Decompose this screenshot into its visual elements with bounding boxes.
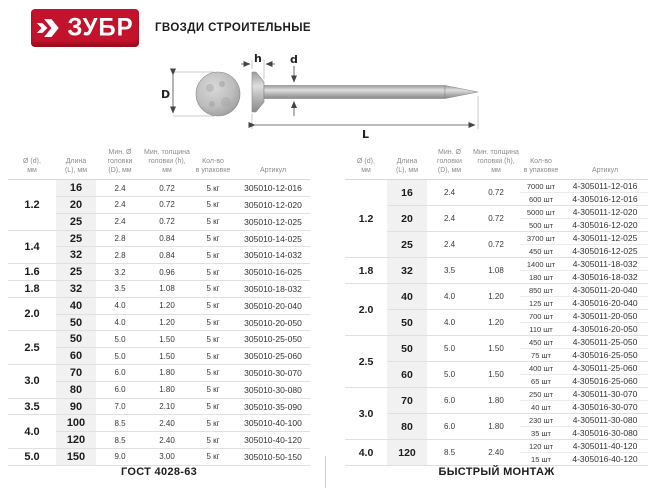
- pack-qty-cell: 5 кг: [190, 348, 236, 365]
- header-line-2: мм: [361, 167, 371, 175]
- spec-row: [345, 232, 648, 245]
- length-cell: 120: [56, 432, 96, 449]
- nail-head-front-view: [196, 72, 240, 116]
- head-diameter-cell: 5.0: [427, 336, 472, 362]
- header-line-1: Артикул: [591, 167, 619, 175]
- pack-qty-cell: 5000 шт: [520, 206, 562, 219]
- head-thickness-cell: 1.20: [144, 297, 190, 314]
- sku-cell: 305010-25-060: [236, 348, 310, 365]
- head-diameter-cell: 2.4: [427, 232, 472, 258]
- head-diameter-cell: 6.0: [427, 414, 472, 440]
- length-cell: 150: [56, 449, 96, 466]
- length-cell: 20: [56, 197, 96, 214]
- sku-cell: 4-305011-25-060: [562, 362, 648, 375]
- head-thickness-cell: 1.50: [472, 336, 520, 362]
- sku-cell: 4-305011-12-020: [562, 206, 648, 219]
- length-cell: 120: [387, 440, 427, 466]
- header-line-1: Ø (d),: [357, 158, 375, 166]
- column-header: [96, 146, 144, 180]
- pack-qty-cell: 5 кг: [190, 230, 236, 247]
- length-cell: 50: [56, 331, 96, 348]
- length-cell: 60: [387, 362, 427, 388]
- length-cell: 16: [387, 180, 427, 206]
- pack-qty-cell: 5 кг: [190, 281, 236, 298]
- head-diameter-cell: 2.4: [96, 213, 144, 230]
- pack-qty-cell: 120 шт: [520, 440, 562, 453]
- length-cell: 90: [56, 398, 96, 415]
- spec-row: [8, 398, 310, 415]
- head-thickness-cell: 1.08: [472, 258, 520, 284]
- head-thickness-cell: 1.20: [472, 284, 520, 310]
- sku-cell: 305010-12-020: [236, 197, 310, 214]
- pack-qty-cell: 75 шт: [520, 349, 562, 362]
- pack-qty-cell: 5 кг: [190, 415, 236, 432]
- sku-cell: 305010-35-090: [236, 398, 310, 415]
- sku-cell: 4-305011-25-050: [562, 336, 648, 349]
- length-cell: 40: [56, 297, 96, 314]
- spec-row: [8, 297, 310, 314]
- head-diameter-cell: 2.8: [96, 247, 144, 264]
- sku-cell: 4-305016-12-025: [562, 245, 648, 258]
- sku-cell: 4-305016-30-070: [562, 401, 648, 414]
- sku-cell: 305010-20-040: [236, 297, 310, 314]
- head-diameter-cell: 3.5: [96, 281, 144, 298]
- head-thickness-cell: 0.72: [472, 206, 520, 232]
- head-diameter-cell: 3.2: [96, 264, 144, 281]
- head-thickness-cell: 0.72: [159, 183, 175, 193]
- head-thickness-cell: 0.96: [144, 264, 190, 281]
- head-thickness-cell: 1.08: [144, 281, 190, 298]
- head-diameter-cell: 5.0: [96, 348, 144, 365]
- header-line-2: головки (h), мм: [148, 158, 186, 175]
- pack-qty-cell: 5 кг: [190, 247, 236, 264]
- head-thickness-cell: 1.80: [144, 365, 190, 382]
- sku-cell: 4-305011-40-120: [562, 440, 648, 453]
- pack-qty-cell: 450 шт: [520, 245, 562, 258]
- head-diameter-cell: 8.5: [96, 415, 144, 432]
- diameter-cell: 2.5: [8, 331, 56, 365]
- head-diameter-cell: 8.5: [427, 440, 472, 466]
- pack-qty-cell: 850 шт: [520, 284, 562, 297]
- diameter-cell: 4.0: [8, 415, 56, 449]
- pack-qty-cell: 5 кг: [190, 432, 236, 449]
- zubr-logo: [31, 9, 139, 47]
- spec-row: [8, 415, 310, 432]
- header-line-2: (L), мм: [64, 167, 88, 175]
- pack-qty-cell: 5 кг: [190, 381, 236, 398]
- header-line-2: мм: [27, 167, 37, 175]
- pack-qty-cell: 5 кг: [190, 331, 236, 348]
- sku-cell: 305010-12-016: [244, 183, 302, 194]
- spec-row: [8, 230, 310, 247]
- head-thickness-cell: 1.20: [472, 310, 520, 336]
- head-diameter-cell: 6.0: [96, 381, 144, 398]
- pack-qty-cell: 5 кг: [190, 213, 236, 230]
- label-D: D: [161, 88, 171, 101]
- table-header: [8, 146, 310, 180]
- spec-row: [345, 180, 648, 193]
- gost-spec-table: [8, 146, 310, 466]
- length-cell: 50: [387, 336, 427, 362]
- head-thickness-cell: 0.72: [488, 188, 504, 198]
- length-cell: 32: [387, 258, 427, 284]
- column-header: [345, 146, 387, 180]
- diameter-cell: 1.8: [8, 281, 56, 298]
- head-diameter-cell: 7.0: [96, 398, 144, 415]
- length-cell: 16: [56, 180, 96, 197]
- brand-name: ЗУБР: [67, 13, 134, 42]
- spec-row: [345, 362, 648, 375]
- pack-qty-cell: 5 кг: [190, 197, 236, 214]
- nail-dimension-diagram: [160, 52, 490, 142]
- sku-cell: 305010-25-050: [236, 331, 310, 348]
- length-cell: 100: [56, 415, 96, 432]
- sku-cell: 4-305011-12-025: [562, 232, 648, 245]
- pack-qty-cell: 5 кг: [190, 297, 236, 314]
- length-cell: 25: [56, 213, 96, 230]
- sku-cell: 4-305016-25-050: [562, 349, 648, 362]
- label-h: h: [254, 52, 262, 65]
- head-diameter-cell: 4.0: [96, 314, 144, 331]
- column-header: [144, 146, 190, 180]
- table-body: [8, 180, 310, 466]
- head-thickness-cell: 0.72: [144, 213, 190, 230]
- diameter-cell: 1.2: [24, 198, 40, 211]
- sku-cell: 4-305011-30-080: [562, 414, 648, 427]
- column-header: [427, 146, 472, 180]
- length-cell: 32: [56, 247, 96, 264]
- head-diameter-cell: 5.0: [427, 362, 472, 388]
- pack-qty-cell: 15 шт: [520, 453, 562, 466]
- nail-side-view: [252, 72, 478, 112]
- head-thickness-cell: 1.50: [144, 348, 190, 365]
- column-header: [387, 146, 427, 180]
- head-thickness-cell: 0.84: [144, 247, 190, 264]
- length-cell: 80: [387, 414, 427, 440]
- header-row: [345, 146, 648, 180]
- page-title: ГВОЗДИ СТРОИТЕЛЬНЫЕ: [155, 22, 311, 34]
- spec-row: [8, 281, 310, 298]
- sku-cell: 305010-30-070: [236, 365, 310, 382]
- sku-cell: 4-305011-20-050: [562, 310, 648, 323]
- head-thickness-cell: 3.00: [144, 449, 190, 466]
- head-diameter-cell: 8.5: [96, 432, 144, 449]
- head-diameter-cell: 2.4: [443, 188, 456, 198]
- sku-cell: 4-305016-12-020: [562, 219, 648, 232]
- head-thickness-cell: 1.50: [472, 362, 520, 388]
- spec-row: [8, 365, 310, 382]
- column-header: [190, 146, 236, 180]
- head-thickness-cell: 0.72: [472, 232, 520, 258]
- pack-qty-cell: 5 кг: [190, 264, 236, 281]
- pack-qty-cell: 450 шт: [520, 336, 562, 349]
- head-diameter-cell: 2.4: [96, 197, 144, 214]
- header-line-2: (L), мм: [395, 167, 419, 175]
- pack-qty-cell: 40 шт: [520, 401, 562, 414]
- pack-qty-cell: 3700 шт: [520, 232, 562, 245]
- column-header: [562, 146, 648, 180]
- header-line-2: (D), мм: [437, 167, 462, 175]
- head-thickness-cell: 1.80: [144, 381, 190, 398]
- length-cell: 80: [56, 381, 96, 398]
- length-cell: 50: [387, 310, 427, 336]
- pack-qty-cell: 5 кг: [190, 398, 236, 415]
- sku-cell: 4-305016-40-120: [562, 453, 648, 466]
- gost-table-container: [8, 146, 310, 466]
- head-thickness-cell: 1.20: [144, 314, 190, 331]
- header-line-1: Артикул: [259, 167, 287, 175]
- diameter-cell: 2.0: [8, 297, 56, 331]
- header-line-1: Длина: [396, 158, 418, 166]
- spec-row: [345, 310, 648, 323]
- diameter-cell: 3.5: [8, 398, 56, 415]
- head-diameter-cell: 2.8: [96, 230, 144, 247]
- label-d: d: [290, 53, 298, 66]
- spec-row: [345, 440, 648, 453]
- sku-cell: 305010-18-032: [236, 281, 310, 298]
- pack-qty-cell: 5 кг: [190, 314, 236, 331]
- sku-cell: 4-305011-20-040: [562, 284, 648, 297]
- pack-qty-cell: 1400 шт: [520, 258, 562, 271]
- sku-cell: 305010-40-120: [236, 432, 310, 449]
- sku-cell: 4-305016-30-080: [562, 427, 648, 440]
- quick-mount-label: БЫСТРЫЙ МОНТАЖ: [438, 466, 555, 478]
- head-diameter-cell: 3.5: [427, 258, 472, 284]
- column-header: [472, 146, 520, 180]
- sku-cell: 305010-16-025: [236, 264, 310, 281]
- pack-qty-cell: 230 шт: [520, 414, 562, 427]
- head-diameter-cell: 4.0: [427, 284, 472, 310]
- column-header: [236, 146, 310, 180]
- footer-divider: [325, 456, 326, 488]
- header-line-1: Кол-во: [202, 158, 224, 166]
- spec-row: [345, 284, 648, 297]
- pack-qty-cell: 250 шт: [520, 388, 562, 401]
- header-line-1: Мин. толщина: [144, 149, 190, 156]
- header-line-1: Мин. Ø головки: [107, 149, 133, 166]
- spec-row: [345, 414, 648, 427]
- head-diameter-cell: 5.0: [96, 331, 144, 348]
- sku-cell: 305010-14-025: [236, 230, 310, 247]
- length-cell: 32: [56, 281, 96, 298]
- diameter-cell: 2.0: [345, 284, 387, 336]
- diameter-cell: 3.0: [345, 388, 387, 440]
- pack-qty-cell: 600 шт: [520, 193, 562, 206]
- sku-cell: 4-305011-18-032: [562, 258, 648, 271]
- pack-qty-cell: 7000 шт: [526, 181, 556, 191]
- head-thickness-cell: 2.40: [472, 440, 520, 466]
- header-line-1: Кол-во: [530, 158, 552, 166]
- header-line-2: (D), мм: [108, 167, 132, 175]
- header-line-2: в упаковке: [195, 167, 231, 175]
- quick-mount-table-container: [345, 146, 648, 466]
- pack-qty-cell: 180 шт: [520, 271, 562, 284]
- header-line-1: Мин. Ø головки: [437, 149, 462, 166]
- head-thickness-cell: 2.40: [144, 432, 190, 449]
- pack-qty-cell: 5 кг: [190, 365, 236, 382]
- spec-row: [345, 206, 648, 219]
- head-diameter-cell: 6.0: [427, 388, 472, 414]
- sku-cell: 305010-50-150: [236, 449, 310, 466]
- sku-cell: 4-305016-12-016: [562, 193, 648, 206]
- length-cell: 25: [387, 232, 427, 258]
- length-cell: 20: [387, 206, 427, 232]
- head-diameter-cell: 6.0: [96, 365, 144, 382]
- spec-row: [8, 449, 310, 466]
- header-line-2: головки (h), мм: [477, 158, 515, 175]
- quick-mount-spec-table: [345, 146, 648, 466]
- sku-cell: 305010-14-032: [236, 247, 310, 264]
- table-body: [345, 180, 648, 466]
- header-row: [8, 146, 310, 180]
- head-thickness-cell: 0.84: [144, 230, 190, 247]
- sku-cell: 305010-20-050: [236, 314, 310, 331]
- length-cell: 25: [56, 264, 96, 281]
- head-thickness-cell: 1.50: [144, 331, 190, 348]
- diameter-cell: 1.8: [345, 258, 387, 284]
- sku-cell: 4-305011-12-016: [572, 181, 638, 192]
- sku-cell: 4-305016-25-060: [562, 375, 648, 388]
- pack-qty-cell: 500 шт: [520, 219, 562, 232]
- length-cell: 70: [56, 365, 96, 382]
- label-L: L: [362, 128, 370, 141]
- sku-cell: 4-305016-20-050: [562, 323, 648, 336]
- header-line-1: Длина: [65, 158, 87, 166]
- header-line-1: Мин. толщина: [473, 149, 519, 156]
- diameter-cell: 2.5: [345, 336, 387, 388]
- sku-cell: 4-305011-30-070: [562, 388, 648, 401]
- diameter-cell: 3.0: [8, 365, 56, 399]
- sku-cell: 305010-30-080: [236, 381, 310, 398]
- head-diameter-cell: 2.4: [427, 206, 472, 232]
- length-cell: 25: [56, 230, 96, 247]
- header-line-2: в упаковке: [523, 167, 559, 175]
- head-diameter-cell: 4.0: [427, 310, 472, 336]
- head-thickness-cell: 2.10: [144, 398, 190, 415]
- diameter-cell: 4.0: [345, 440, 387, 466]
- head-thickness-cell: 1.80: [472, 414, 520, 440]
- sku-cell: 305010-40-100: [236, 415, 310, 432]
- head-thickness-cell: 1.80: [472, 388, 520, 414]
- spec-row: [345, 336, 648, 349]
- sku-cell: 305010-12-025: [236, 213, 310, 230]
- pack-qty-cell: 110 шт: [520, 323, 562, 336]
- length-cell: 50: [56, 314, 96, 331]
- head-thickness-cell: 2.40: [144, 415, 190, 432]
- pack-qty-cell: 700 шт: [520, 310, 562, 323]
- head-thickness-cell: 0.72: [144, 197, 190, 214]
- diameter-cell: 1.2: [358, 212, 374, 225]
- length-cell: 60: [56, 348, 96, 365]
- length-cell: 40: [387, 284, 427, 310]
- diameter-cell: 1.4: [8, 230, 56, 264]
- table-header: [345, 146, 648, 180]
- dimension-L: [252, 96, 478, 129]
- pack-qty-cell: 65 шт: [520, 375, 562, 388]
- spec-row: [345, 388, 648, 401]
- pack-qty-cell: 5 кг: [190, 449, 236, 466]
- pack-qty-cell: 35 шт: [520, 427, 562, 440]
- diameter-cell: 5.0: [8, 449, 56, 466]
- head-diameter-cell: 9.0: [96, 449, 144, 466]
- head-diameter-cell: 2.4: [114, 183, 126, 193]
- header-line-1: Ø (d),: [23, 158, 41, 166]
- pack-qty-cell: 400 шт: [520, 362, 562, 375]
- pack-qty-cell: 125 шт: [520, 297, 562, 310]
- sku-cell: 4-305016-18-032: [562, 271, 648, 284]
- spec-row: [8, 180, 310, 197]
- gost-standard-label: ГОСТ 4028-63: [120, 466, 198, 478]
- zubr-arrow-icon: [36, 15, 62, 41]
- length-cell: 70: [387, 388, 427, 414]
- head-diameter-cell: 4.0: [96, 297, 144, 314]
- spec-row: [8, 331, 310, 348]
- sku-cell: 4-305016-20-040: [562, 297, 648, 310]
- pack-qty-cell: 5 кг: [206, 183, 220, 193]
- column-header: [56, 146, 96, 180]
- diameter-cell: 1.6: [8, 264, 56, 281]
- spec-row: [345, 258, 648, 271]
- spec-row: [8, 264, 310, 281]
- column-header: [520, 146, 562, 180]
- column-header: [8, 146, 56, 180]
